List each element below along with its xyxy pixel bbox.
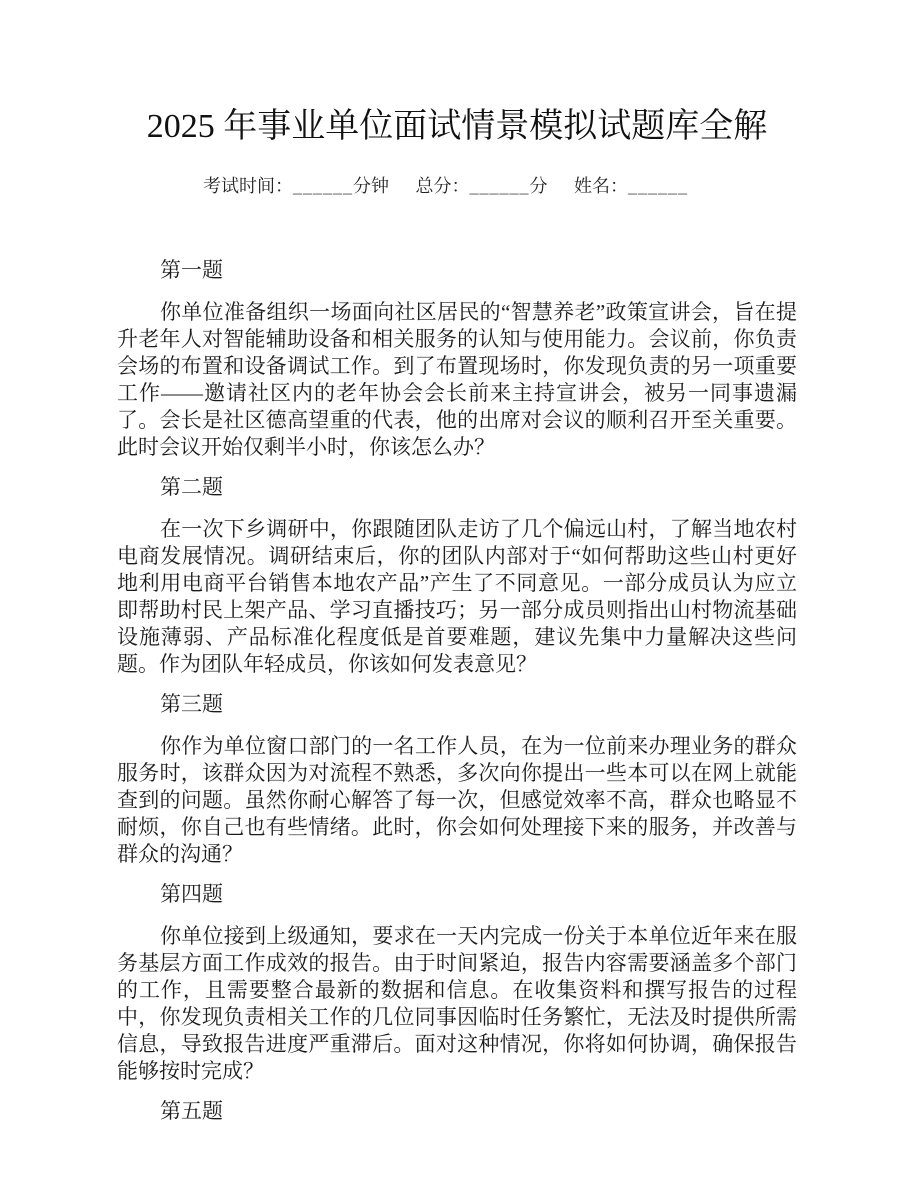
total-score-unit: 分 [529, 176, 548, 196]
exam-info-line [203, 174, 797, 198]
question-block-4 [117, 881, 797, 1085]
question-block-3 [117, 691, 797, 868]
question-block-1 [117, 257, 797, 461]
question-2-body: 在一次下乡调研中，你跟随团队走访了几个偏远山村，了解当地农村电商发展情况。调研结束后，你的团队内部对于“如何帮助这些山村更好地利用电商平台销售本地农产品”产生了不同意见。一部分成员认为应立即帮助村民上架产品、学习直播技巧；另一部分成员则指出山村物流基础设施薄弱、产品标准化程度低是首要难题，建议先集中力量解决这些问题。作为团队年轻成员，你该如何发表意见？ [117, 517, 797, 676]
exam-time-blank: ______ [293, 176, 353, 196]
question-block-2 [117, 474, 797, 678]
total-score-label: 总分： [415, 176, 470, 196]
total-score-blank: ______ [469, 176, 530, 196]
exam-time-field [203, 174, 389, 198]
name-label: 姓名： [574, 176, 628, 196]
question-3-heading: 第三题 [160, 692, 223, 716]
total-score-field [416, 174, 548, 198]
question-2-heading: 第二题 [160, 475, 223, 499]
name-blank: ______ [628, 176, 688, 196]
name-field [574, 174, 688, 198]
question-5-heading: 第五题 [160, 1099, 223, 1123]
question-4-heading: 第四题 [160, 882, 223, 906]
question-1-heading: 第一题 [160, 258, 223, 282]
question-1-body: 你单位准备组织一场面向社区居民的“智慧养老”政策宣讲会，旨在提升老年人对智能辅助设备和相关服务的认知与使用能力。会议前，你负责会场的布置和设备调试工作。到了布置现场时，你发现负责的另一项重要工作——邀请社区内的老年协会会长前来主持宣讲会，被另一同事遗漏了。会长是社区德高望重的代表，他的出席对会议的顺利召开至关重要。此时会议开始仅剩半小时，你该怎么办？ [117, 300, 797, 459]
question-4-body: 你单位接到上级通知，要求在一天内完成一份关于本单位近年来在服务基层方面工作成效的报告。由于时间紧迫，报告内容需要涵盖多个部门的工作，且需要整合最新的数据和信息。在收集资料和撰写报告的过程中，你发现负责相关工作的几位同事因临时任务繁忙，无法及时提供所需信息，导致报告进度严重滞后。面对这种情况，你将如何协调，确保报告能够按时完成？ [117, 924, 797, 1083]
question-block-5 [117, 1098, 797, 1125]
exam-time-label: 考试时间： [203, 176, 293, 196]
exam-time-unit: 分钟 [353, 176, 389, 196]
document-title: 2025 年事业单位面试情景模拟试题库全解 [146, 108, 768, 145]
question-3-body: 你作为单位窗口部门的一名工作人员，在为一位前来办理业务的群众服务时，该群众因为对流程不熟悉，多次向你提出一些本可以在网上就能查到的问题。虽然你耐心解答了每一次，但感觉效率不高，群众也略显不耐烦，你自己也有些情绪。此时，你会如何处理接下来的服务，并改善与群众的沟通？ [117, 734, 797, 866]
